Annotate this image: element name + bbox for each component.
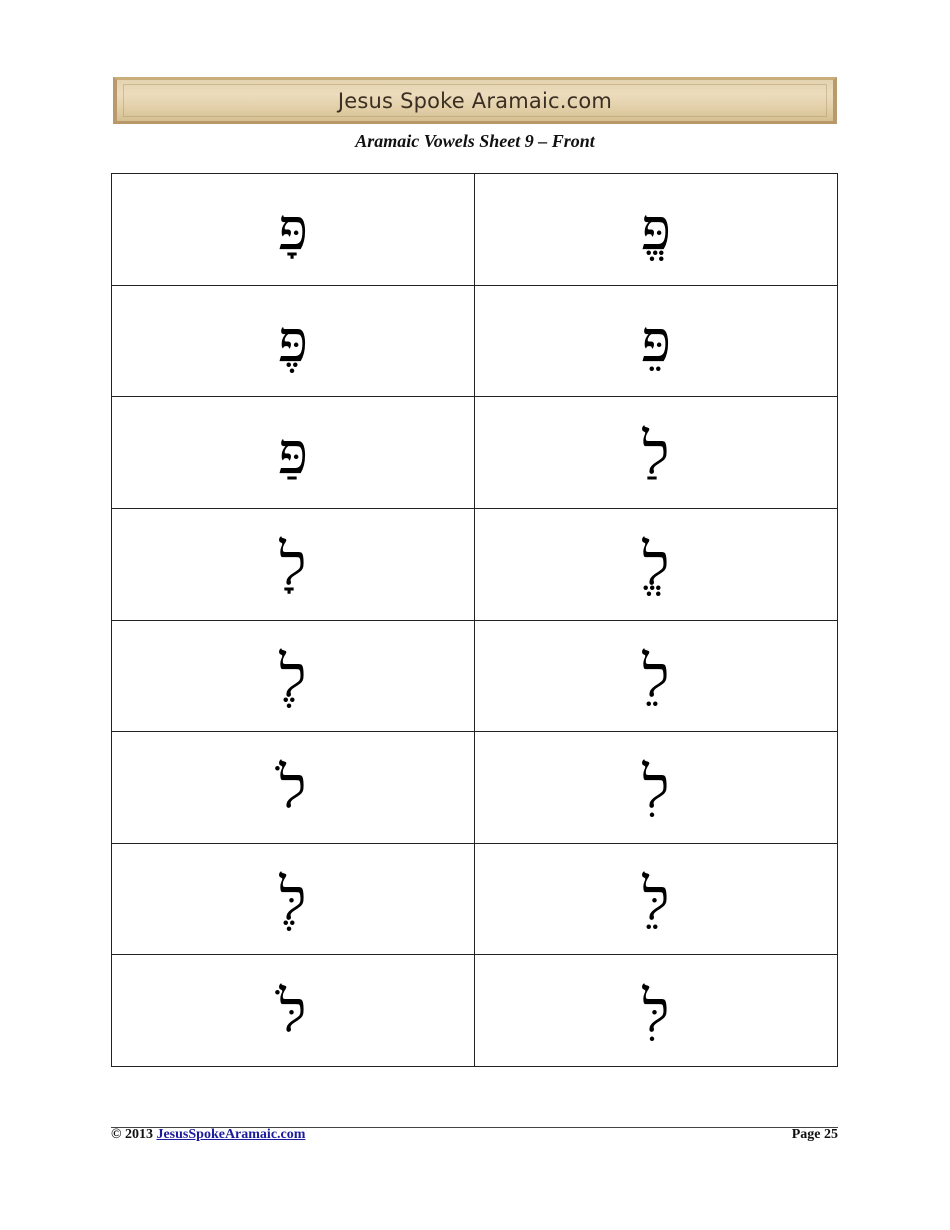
aramaic-glyph: לִ [642,753,670,822]
flashcard [112,620,475,732]
flashcard [112,397,475,509]
sheet-title: Aramaic Vowels Sheet 9 – Front [355,131,595,151]
flashcard [475,732,838,844]
aramaic-glyph: פֱּ [640,195,672,264]
flashcard [112,843,475,955]
aramaic-glyph: פֶּ [277,306,309,375]
aramaic-glyph: לֱ [642,530,670,599]
flashcard [112,508,475,620]
aramaic-glyph: פָּ [277,195,309,264]
card-row [112,397,838,509]
aramaic-glyph: פַּ [277,418,309,487]
aramaic-glyph: לֵּ [642,865,670,934]
card-row [112,843,838,955]
site-link[interactable]: JesusSpokeAramaic.com [156,1127,306,1142]
flashcard [475,620,838,732]
flashcard [112,285,475,397]
flashcard [112,732,475,844]
banner-title: Jesus Spoke Aramaic.com [337,88,613,113]
aramaic-glyph: לִּ [642,976,670,1045]
aramaic-glyph: לֶ [279,641,307,710]
aramaic-glyph: פֵּ [640,306,672,375]
copyright-text: © 2013 [111,1127,153,1142]
flashcard [475,843,838,955]
flashcard [112,955,475,1067]
flashcard [475,397,838,509]
aramaic-glyph: לֹ [279,753,307,822]
footer-copyright [111,1127,305,1143]
card-row [112,955,838,1067]
flashcard [112,174,475,286]
card-row [112,285,838,397]
aramaic-glyph: לֵ [642,641,670,710]
flashcard [475,174,838,286]
card-row [112,508,838,620]
aramaic-glyph: לָ [279,530,307,599]
site-banner [113,77,837,124]
aramaic-glyph: לֹּ [279,976,307,1045]
card-row [112,174,838,286]
card-row [112,732,838,844]
flashcard [475,955,838,1067]
page-number: Page 25 [791,1127,838,1142]
flashcard [475,508,838,620]
aramaic-glyph: לֶּ [279,865,307,934]
flashcard [475,285,838,397]
flashcard-grid [111,173,838,1067]
card-row [112,620,838,732]
aramaic-glyph: לַ [642,418,670,487]
